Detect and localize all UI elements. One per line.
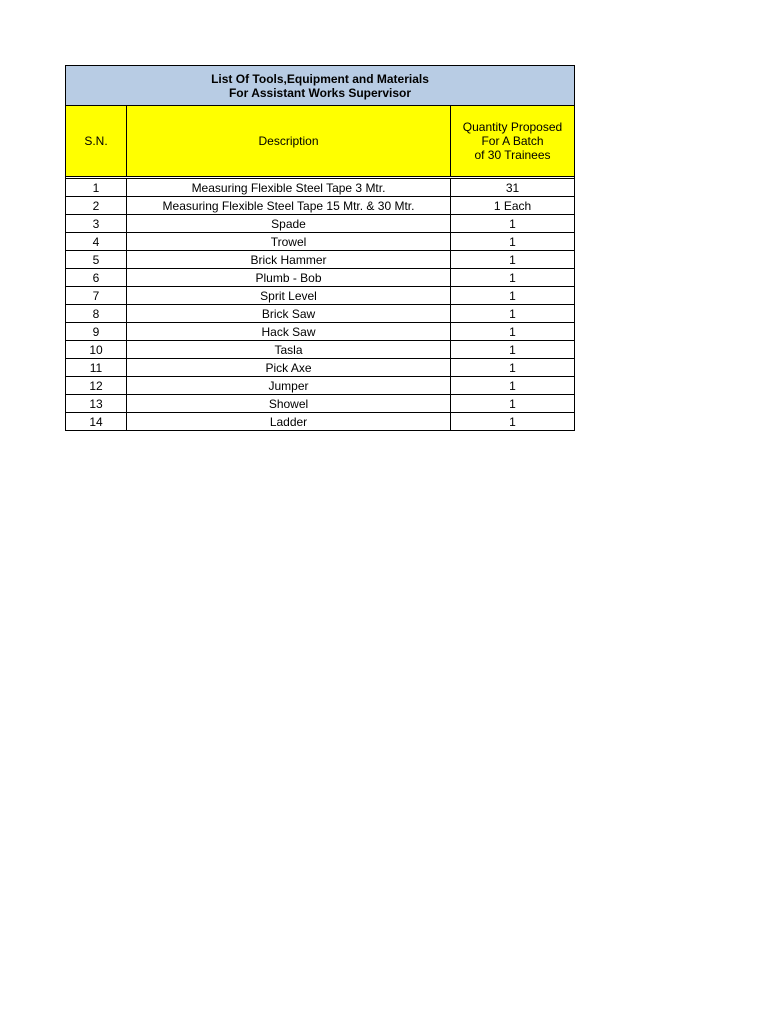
title-row [66,66,575,106]
cell-quantity: 1 [451,251,575,269]
cell-quantity: 1 [451,269,575,287]
table-row [66,377,575,395]
cell-quantity: 1 Each [451,197,575,215]
cell-description: Pick Axe [127,359,451,377]
header-quantity-line-3: of 30 Trainees [474,148,551,162]
cell-description: Ladder [127,413,451,431]
header-description: Description [127,106,451,177]
cell-sn: 14 [66,413,127,431]
cell-sn: 2 [66,197,127,215]
cell-sn: 9 [66,323,127,341]
cell-description: Measuring Flexible Steel Tape 15 Mtr. & 30 Mtr. [127,197,451,215]
cell-description: Sprit Level [127,287,451,305]
table-row [66,233,575,251]
cell-quantity: 1 [451,359,575,377]
cell-description: Spade [127,215,451,233]
cell-quantity: 1 [451,341,575,359]
header-quantity-line-2: For A Batch [481,134,544,148]
table-row [66,287,575,305]
cell-sn: 5 [66,251,127,269]
table-title [66,66,575,106]
table-row [66,215,575,233]
cell-quantity: 1 [451,305,575,323]
table-row [66,269,575,287]
table-row [66,359,575,377]
cell-sn: 1 [66,179,127,197]
cell-sn: 8 [66,305,127,323]
table-row [66,251,575,269]
cell-quantity: 1 [451,233,575,251]
table-row [66,413,575,431]
tools-sheet [65,65,574,431]
cell-description: Showel [127,395,451,413]
table-row [66,179,575,197]
cell-description: Hack Saw [127,323,451,341]
cell-description: Measuring Flexible Steel Tape 3 Mtr. [127,179,451,197]
cell-sn: 7 [66,287,127,305]
table-row [66,395,575,413]
cell-description: Brick Saw [127,305,451,323]
cell-quantity: 1 [451,413,575,431]
header-row [66,106,575,177]
tools-table [65,65,575,431]
cell-description: Brick Hammer [127,251,451,269]
table-body [66,179,575,431]
cell-description: Jumper [127,377,451,395]
header-sn: S.N. [66,106,127,177]
cell-description: Plumb - Bob [127,269,451,287]
header-quantity-line-1: Quantity Proposed [462,120,563,134]
cell-quantity: 1 [451,287,575,305]
cell-sn: 6 [66,269,127,287]
title-line-2: For Assistant Works Supervisor [228,85,412,100]
table-row [66,197,575,215]
cell-sn: 13 [66,395,127,413]
title-line-1: List Of Tools,Equipment and Materials [211,71,429,86]
cell-sn: 10 [66,341,127,359]
cell-sn: 3 [66,215,127,233]
cell-sn: 11 [66,359,127,377]
cell-quantity: 1 [451,323,575,341]
table-row [66,323,575,341]
cell-quantity: 1 [451,215,575,233]
cell-description: Tasla [127,341,451,359]
cell-quantity: 1 [451,395,575,413]
cell-sn: 4 [66,233,127,251]
cell-quantity: 31 [451,179,575,197]
cell-description: Trowel [127,233,451,251]
table-row [66,341,575,359]
cell-sn: 12 [66,377,127,395]
header-quantity [451,106,575,177]
cell-quantity: 1 [451,377,575,395]
table-row [66,305,575,323]
